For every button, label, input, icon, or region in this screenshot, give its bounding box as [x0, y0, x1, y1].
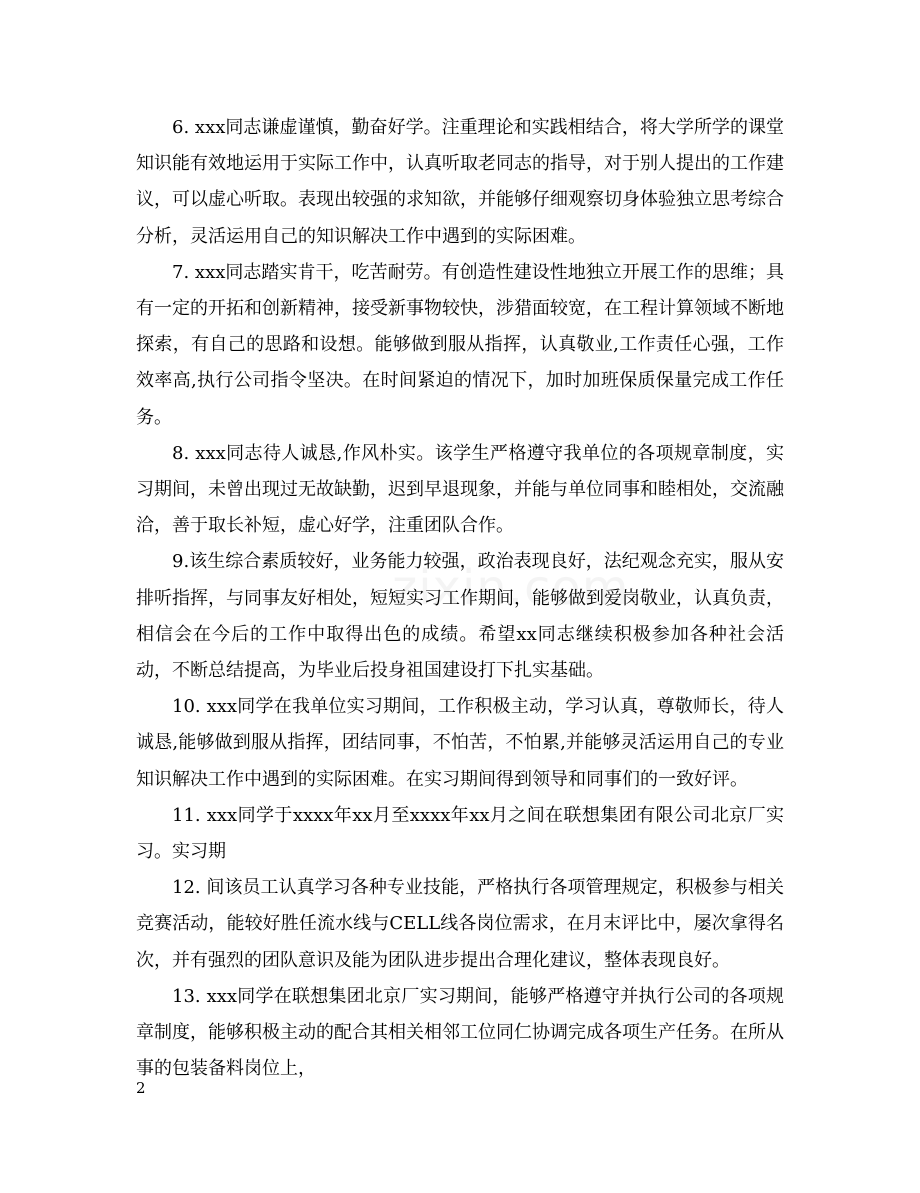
paragraph-10: 10. xxx同学在我单位实习期间，工作积极主动，学习认真，尊敬师长，待人诚恳,能够做到服从指挥，团结同事，不怕苦，不怕累,并能够灵活运用自己的专业知识解决工作中遇到的实际困难。在实习期间得到领导和同事们的一致好评。 [136, 696, 784, 790]
page-number: 2 [136, 1079, 146, 1097]
paragraph-8: 8. xxx同志待人诚恳,作风朴实。该学生严格遵守我单位的各项规章制度，实习期间，未曾出现过无故缺勤，迟到早退现象，并能与单位同事和睦相处，交流融洽，善于取长补短，虚心好学，注重团队合作。 [136, 442, 784, 537]
paragraph-11: 11. xxx同学于xxxx年xx月至xxxx年xx月之间在联想集团有限公司北京厂实习。实习期 [136, 804, 784, 863]
paragraph-9: 9.该生综合素质较好，业务能力较强，政治表现良好，法纪观念充实，服从安排听指挥，与同事友好相处，短短实习工作期间，能够做到爱岗敬业，认真负责，相信会在今后的工作中取得出色的成绩。希望xx同志继续积极参加各种社会活动，不断总结提高，为毕业后投身祖国建设打下扎实基础。 [136, 551, 784, 682]
document-body [136, 110, 784, 1087]
paragraph-7: 7. xxx同志踏实肯干，吃苦耐劳。有创造性建设性地独立开展工作的思维；具有一定的开拓和创新精神，接受新事物较快，涉猎面较宽，在工程计算领域不断地探索，有自己的思路和设想。能够做到服从指挥，认真敬业,工作责任心强，工作效率高,执行公司指令坚决。在时间紧迫的情况下，加时加班保质保量完成工作任务。 [136, 261, 784, 428]
paragraph-6: 6. xxx同志谦虚谨慎，勤奋好学。注重理论和实践相结合，将大学所学的课堂知识能有效地运用于实际工作中，认真听取老同志的指导，对于别人提出的工作建议，可以虚心听取。表现出较强的求知欲，并能够仔细观察切身体验独立思考综合分析，灵活运用自己的知识解决工作中遇到的实际困难。 [136, 117, 784, 247]
paragraph-13: 13. xxx同学在联想集团北京厂实习期间，能够严格遵守并执行公司的各项规章制度，能够积极主动的配合其相关相邻工位同仁协调完成各项生产任务。在所从事的包装备料岗位上， [136, 985, 784, 1080]
paragraph-12: 12. 间该员工认真学习各种专业技能，严格执行各项管理规定，积极参与相关竞赛活动，能较好胜任流水线与CELL线各岗位需求，在月末评比中，屡次拿得名次，并有强烈的团队意识及能为团队进步提出合理化建议，整体表现良好。 [136, 877, 784, 971]
